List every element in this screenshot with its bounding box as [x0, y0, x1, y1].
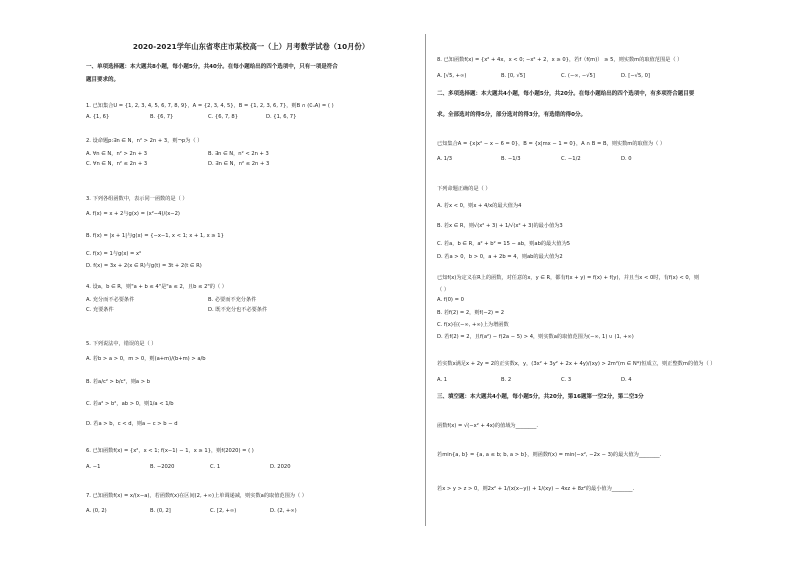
q6-option-a: A. −1 [86, 464, 101, 470]
question-13: 函数f(x) = √(−x² + 4x)的值域为________. [437, 423, 538, 429]
question-2-stem: 2. 设命题p:∃n ∈ N，n² > 2n + 3，则¬p为（ ） [86, 138, 203, 144]
q10-option-d: D. 若a > 0，b > 0，a + 2b = 4，则ab的最大值为2 [437, 254, 563, 260]
q11-option-b: B. 若f(2) = 2，则f(−2) = 2 [437, 310, 505, 316]
left-column [86, 0, 410, 562]
q4-option-d: D. 既不充分也不必要条件 [208, 307, 268, 313]
question-5-stem: 5. 下列说法中，错误的是（ ） [86, 341, 157, 347]
q9-option-c: C. −1/2 [561, 156, 581, 162]
q6-option-d: D. 2020 [270, 464, 291, 470]
q5-option-b: B. 若a/c² > b/c²，则a > b [86, 379, 151, 385]
exam-title: 2020-2021学年山东省枣庄市某校高一（上）月考数学试卷（10月份） [132, 42, 370, 51]
q9-option-d: D. 0 [621, 156, 632, 162]
q4-option-c: C. 充要条件 [86, 307, 114, 313]
q8-option-c: C. (−∞, −√5] [561, 73, 595, 79]
q5-option-c: C. 若a² > b²，ab > 0，则1/a < 1/b [86, 401, 174, 407]
q2-option-b: B. ∃n ∈ N，n² < 2n + 3 [208, 151, 269, 157]
q1-option-a: A. {1, 6} [86, 114, 110, 120]
q12-option-d: D. 4 [621, 377, 632, 383]
q4-option-a: A. 充分而不必要条件 [86, 297, 135, 303]
question-1-stem: 1. 已知集合U = {1, 2, 3, 4, 5, 6, 7, 8, 9}，A = {2, 3, 4, 5}，B = {1, 2, 3, 6, 7}，则B ∩ (∁ᵤA) = ( ) [86, 103, 334, 109]
question-7-stem: 7. 已知函数f(x) = x/(x−a)，若函数f(x)在区间(2, +∞)上单调递减，则实数a的取值范围为（ ） [86, 493, 307, 499]
section1-heading-cont: 题目要求的。 [86, 77, 120, 83]
q8-option-a: A. [√5, +∞) [437, 73, 467, 79]
q2-option-c: C. ∀n ∈ N，n² ≤ 2n + 3 [86, 161, 148, 167]
question-14: 若min{a, b} = {a, a ≤ b; b, a > b}，则函数f(x) = min(−x², −2x − 3)的最大值为________. [437, 452, 662, 458]
q12-option-c: C. 3 [561, 377, 572, 383]
question-10-stem: 下列命题正确的是（ ） [437, 186, 491, 192]
q12-option-a: A. 1 [437, 377, 448, 383]
q5-option-a: A. 若b > a > 0，m > 0，则(a+m)/(b+m) > a/b [86, 356, 206, 362]
question-4-stem: 4. 设a，b ∈ R，则"a + b ≤ 4"是"a ≤ 2，且b ≤ 2"的（ ） [86, 284, 227, 290]
question-11-stem: 已知f(x)为定义在R上的函数，对任意的x，y ∈ R，都有f(x + y) = f(x) + f(y)，并且当x < 0时，有f(x) < 0，则 [437, 275, 700, 281]
question-11-stem-cont: （ ） [437, 287, 450, 293]
q8-option-b: B. [0, √5] [501, 73, 526, 79]
right-column [437, 0, 777, 562]
q7-option-c: C. [2, +∞) [210, 508, 237, 514]
q3-option-b: B. f(x) = |x + 1|与g(x) = {−x−1, x < 1; x + 1, x ≥ 1} [86, 233, 224, 239]
q10-option-a: A. 若x < 0，则x + 4/x的最大值为4 [437, 203, 522, 209]
q1-option-d: D. {1, 6, 7} [266, 114, 297, 120]
q6-option-c: C. 1 [210, 464, 221, 470]
q7-option-b: B. (0, 2] [150, 508, 171, 514]
question-3-stem: 3. 下列各组函数中，表示同一函数的是（ ） [86, 196, 188, 202]
q10-option-b: B. 若x ∈ R，则√(x² + 3) + 1/√(x² + 3)的最小值为3 [437, 223, 563, 229]
q9-option-a: A. 1/3 [437, 156, 453, 162]
section2-heading: 二、多项选择题：本大题共4小题，每小题5分，共20分。在每小题给出的四个选项中，有多项符合题目要 [437, 91, 695, 97]
question-12-stem: 若实数x满足x + 2y = 2的正实数x，y，(3x² + 3y² + 2x + 4y)/(xy) > 2m²(m ∈ N*)恒成立，则正整数m的值为（ ） [437, 361, 716, 367]
q12-option-b: B. 2 [501, 377, 512, 383]
question-15: 若x > y > z > 0，则2x² + 1/(x(x−y)) + 1/(xy) − 4xz + 8z²的最小值为________. [437, 486, 635, 492]
q7-option-d: D. (2, +∞) [270, 508, 297, 514]
q8-option-d: D. [−√5, 0] [621, 73, 650, 79]
question-9-stem: 已知集合A = {x|x² − x − 6 = 0}，B = {x|mx − 1 = 0}，A ∩ B = B，则实数m的取值为（ ） [437, 141, 666, 147]
section1-heading: 一、单项选择题：本大题共8小题，每小题5分，共40分。在每小题给出的四个选项中，只有一项是符合 [86, 64, 338, 70]
q6-option-b: B. −2020 [150, 464, 175, 470]
q2-option-a: A. ∀n ∈ N，n² > 2n + 3 [86, 151, 148, 157]
q4-option-b: B. 必要而不充分条件 [208, 297, 257, 303]
q11-option-c: C. f(x)在(−∞, +∞)上为增函数 [437, 322, 509, 328]
q11-option-d: D. 若f(2) = 2，且f(a²) − f(2a − 5) > 4，则实数a的取值范围为(−∞, 1) ∪ (1, +∞) [437, 334, 634, 340]
column-divider [425, 34, 426, 526]
q11-option-a: A. f(0) = 0 [437, 297, 464, 303]
section2-heading-cont: 求。全部选对的得5分，部分选对的得3分，有选错的得0分。 [437, 112, 586, 118]
section3-heading: 三、填空题：本大题共4小题，每小题5分，共20分，第16题第一空2分，第二空3分 [437, 394, 644, 400]
q1-option-c: C. {6, 7, 8} [208, 114, 239, 120]
q7-option-a: A. (0, 2) [86, 508, 107, 514]
q3-option-d: D. f(x) = 3x + 2(x ∈ R)与g(t) = 3t + 2(t ∈ R) [86, 263, 202, 269]
q2-option-d: D. ∃n ∈ N，n² ≤ 2n + 3 [208, 161, 270, 167]
q3-option-a: A. f(x) = x + 2与g(x) = (x²−4)/(x−2) [86, 211, 180, 217]
q1-option-b: B. {6, 7} [150, 114, 174, 120]
q3-option-c: C. f(x) = 1与g(x) = x⁰ [86, 251, 142, 257]
question-8-stem: 8. 已知函数f(x) = {x² + 4x，x < 0; −x² + 2，x ≥ 0}，若f（f(m)） ≥ 5，则实数m的取值范围是（ ） [437, 57, 683, 63]
question-6-stem: 6. 已知函数f(x) = {x²，x < 1; f(x−1) − 1，x ≥ 1}，则f(2020) = ( ) [86, 448, 254, 454]
q5-option-d: D. 若a > b，c < d，则a − c > b − d [86, 421, 178, 427]
q9-option-b: B. −1/3 [501, 156, 521, 162]
q10-option-c: C. 若a，b ∈ R，a² + b² = 15 − ab，则ab的最大值为5 [437, 241, 571, 247]
